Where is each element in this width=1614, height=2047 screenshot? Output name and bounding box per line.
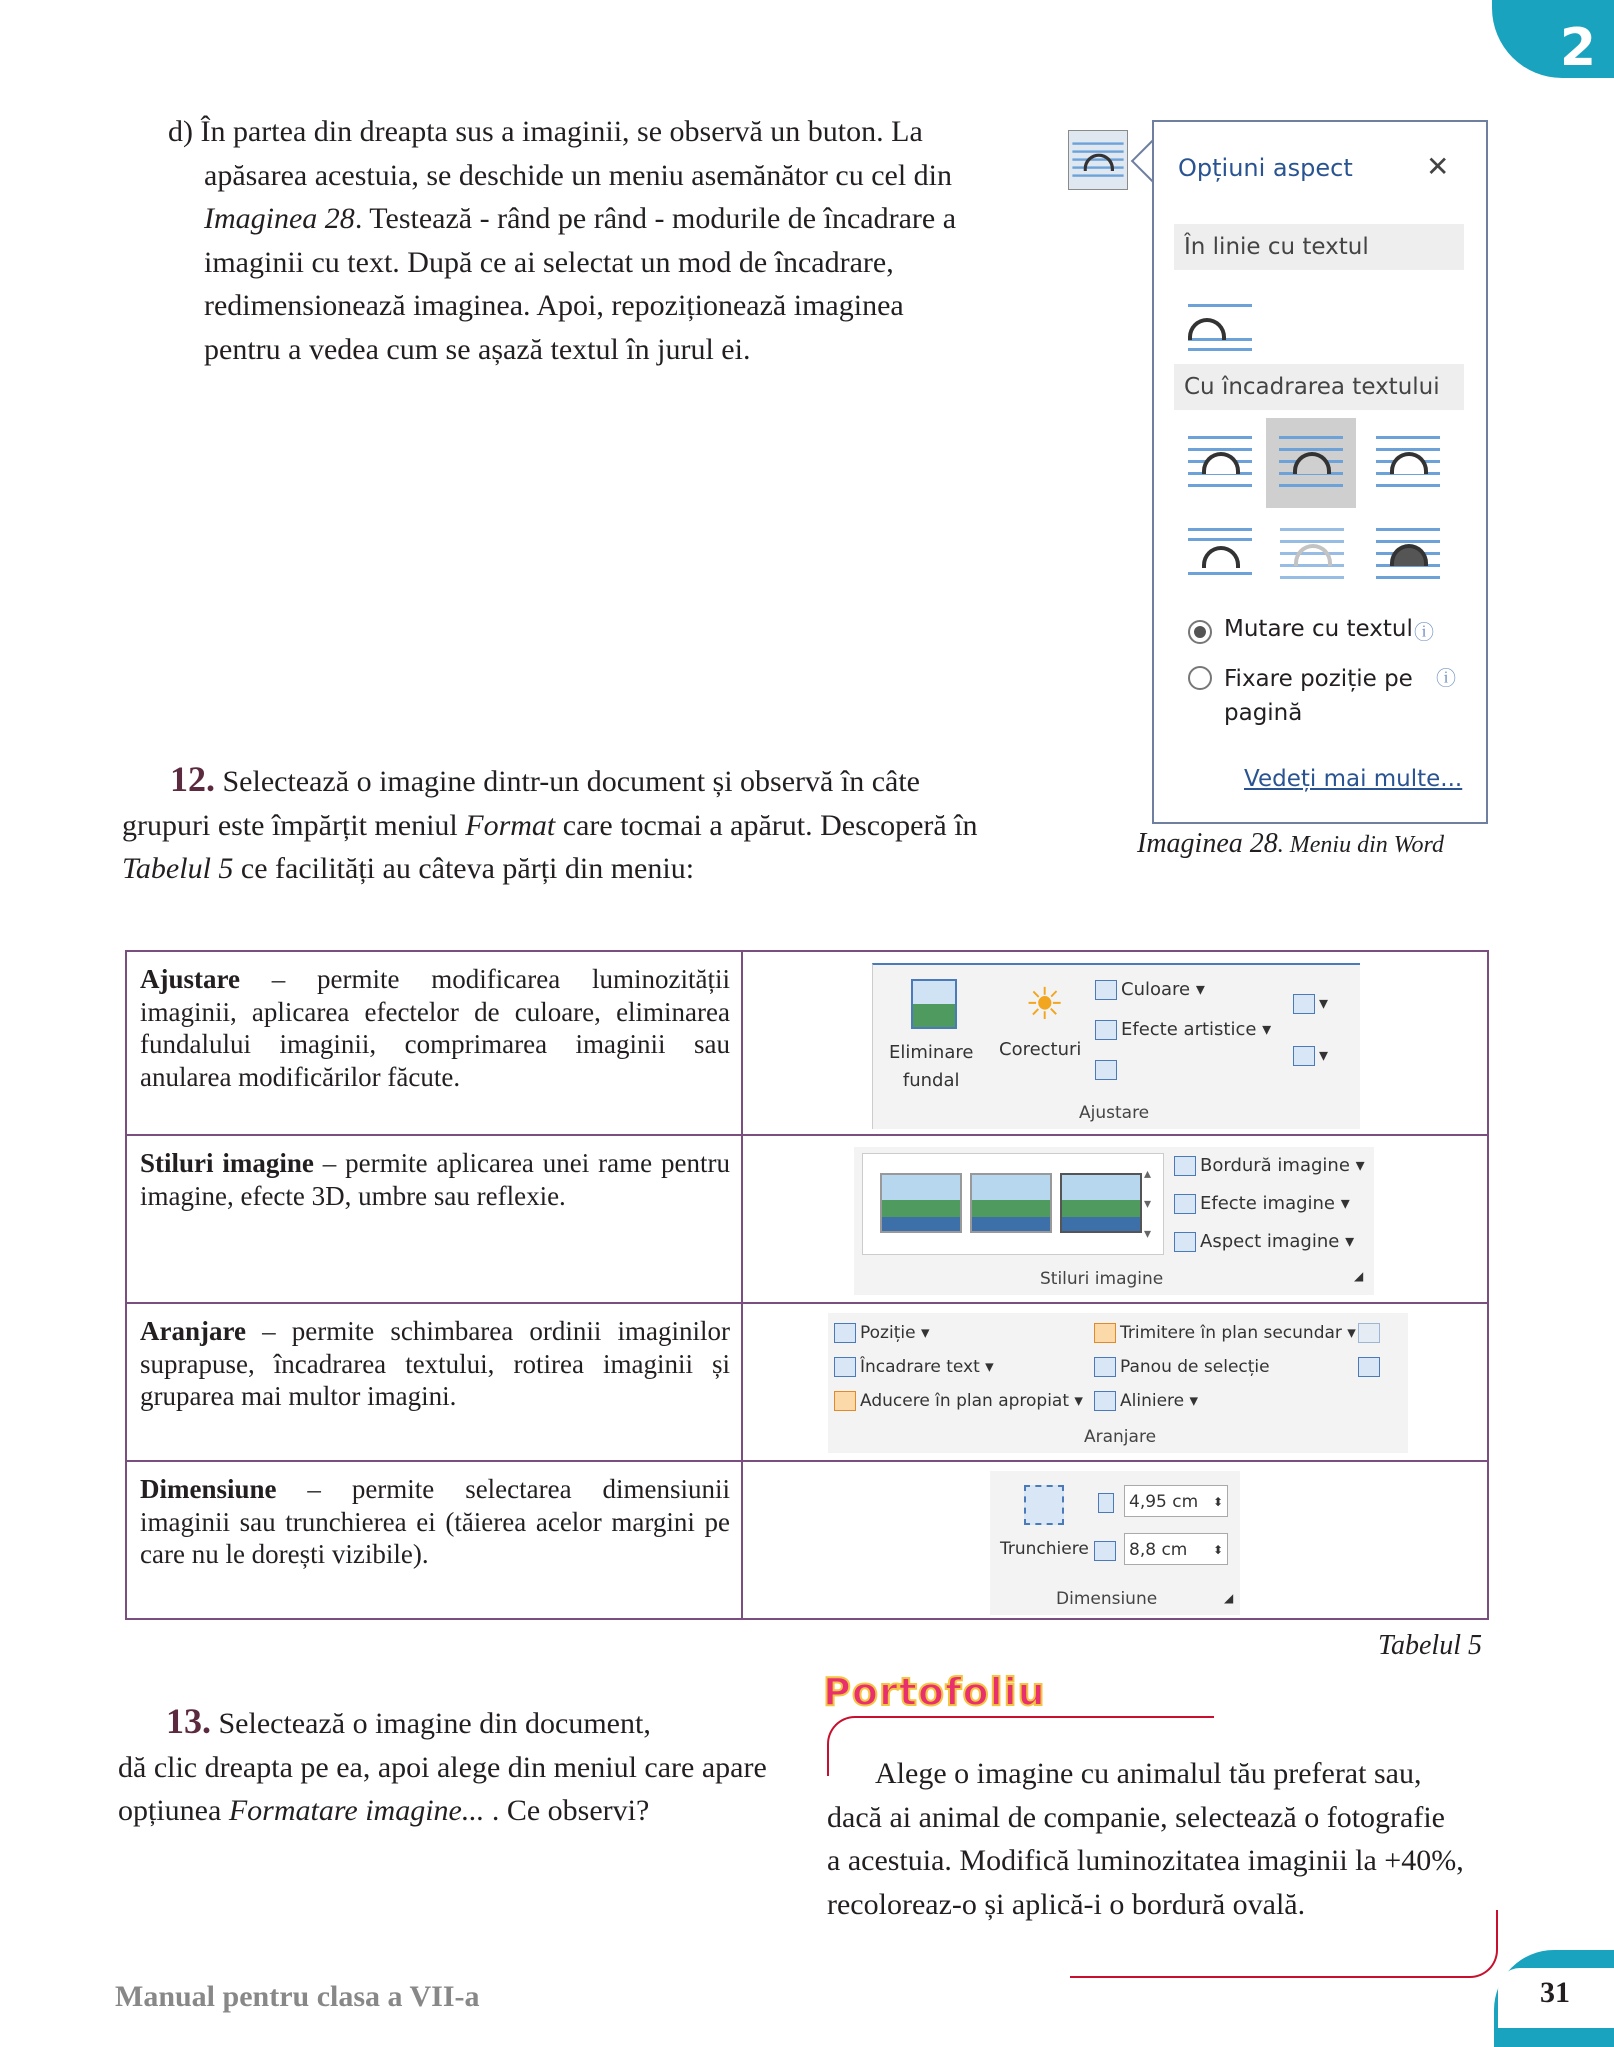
bring-forward-icon [834,1391,856,1411]
task-13: 13. Selectează o imagine din document, dă clic dreapta pe ea, apoi alege din meniul care apare opțiunea Formatare imagine... . Ce observi? [118,1701,767,1827]
reset-picture-icon[interactable]: ▾ [1293,1045,1328,1066]
position-button[interactable]: Poziție ▾ [834,1323,929,1343]
color-icon [1095,980,1117,1000]
crop-button[interactable]: Trunchiere [1000,1539,1089,1559]
style-thumb[interactable] [970,1173,1052,1233]
sun-icon: ☀ [1025,979,1065,1030]
corrections-button[interactable]: Corecturi [999,1039,1082,1060]
artistic-effects-icon [1095,1020,1117,1040]
move-with-text-label[interactable]: Mutare cu textul [1224,616,1413,642]
remove-background-button[interactable]: Eliminare fundal [889,1042,974,1091]
ribbon-size-group [990,1471,1240,1615]
move-with-text-radio[interactable] [1188,620,1212,644]
table-row: Stiluri imagine – permite aplicarea unei rame pentru imagine, efecte 3D, umbre sau reflexie. ▴ ▾ ▾ Bordură imagine ▾ Efecte imagine ▾ Aspect imagine ▾ Stiluri imagine ◢ [126,1135,1488,1303]
wrap-tight-selected[interactable] [1266,418,1356,508]
table-row: Ajustare – permite modificarea luminozității imaginii, aplicarea efectelor de culoare, eliminarea fundalului imaginii, comprimarea imaginii sau anularea modificărilor făcute. Eliminare fundal ☀ Corecturi Culoare ▾ Efecte artistice ▾ ▾ ▾ Ajustare [126,951,1488,1135]
style-thumb[interactable] [1060,1173,1142,1233]
see-more-link[interactable]: Vedeți mai multe... [1244,766,1463,792]
dialog-launcher-icon[interactable]: ◢ [1224,1591,1234,1605]
width-input[interactable]: 8,8 cm ⬍ [1124,1533,1228,1565]
bring-forward-button[interactable]: Aducere în plan apropiat ▾ [834,1391,1083,1411]
wrap-text-button[interactable]: Încadrare text ▾ [834,1357,994,1377]
close-icon[interactable]: ✕ [1426,150,1450,183]
dialog-launcher-icon[interactable]: ◢ [1354,1269,1364,1283]
inline-with-text-icon[interactable] [1188,294,1252,358]
selection-pane-button[interactable]: Panou de selecție [1094,1357,1270,1377]
table-row: Aranjare – permite schimbarea ordinii imaginilor suprapuse, încadrarea textului, rotirea imaginii și gruparea mai multor imagini. Poziție ▾ Încadrare text ▾ Aducere în plan apropiat ▾ Trimitere în plan secundar ▾ Panou de selecție Aliniere ▾ Aranjare [126,1303,1488,1461]
rotate-icon[interactable] [1358,1357,1384,1377]
fix-position-label[interactable]: Fixare poziție pe pagină [1224,666,1413,726]
picture-effects-icon [1174,1194,1196,1214]
wrap-square-icon [1072,134,1123,185]
info-table [125,950,1489,1620]
ribbon-adjust-group [872,963,1360,1129]
ribbon-arrange-group [828,1313,1408,1453]
picture-border-button[interactable]: Bordură imagine ▾ [1174,1155,1365,1176]
send-backward-button[interactable]: Trimitere în plan secundar ▾ [1094,1323,1356,1343]
send-backward-icon [1094,1323,1116,1343]
portfolio-title: Portofoliu [823,1670,1046,1714]
task-d: d) În partea din dreapta sus a imaginii, se observă un buton. La apăsarea acestuia, se deschide un meniu asemănător cu cel din Imaginea 28. Testează - rând pe rând - modurile de încadrare a imaginii cu text. După ce ai selectat un mod de încadrare, redimensionează imaginea. Apoi, repoziționează imaginea pentru a vedea cum se așază textul în jurul ei. [168,115,957,366]
task-12: 12. Selectează o imagine dintr-un document și observă în câte grupuri este împărțit meniul Format care tocmai a apărut. Descoperă în Tabelul 5 ce facilități au câteva părți din meniu: [122,759,978,885]
wrap-header: Cu încadrarea textului [1174,364,1464,410]
width-icon [1094,1541,1120,1561]
picture-effects-button[interactable]: Efecte imagine ▾ [1174,1193,1350,1214]
table-row: Dimensiune – permite selectarea dimensiunii imaginii sau trunchierea ei (tăierea acelor margini pe care nu le dorești vizibile). Trunchiere 4,95 cm ⬍ 8,8 cm ⬍ Dimensiune ◢ [126,1461,1488,1619]
in-front-of-text-icon[interactable] [1376,522,1440,586]
portfolio-text: Alege o imagine cu animalul tău preferat sau, dacă ai animal de companie, selectează o fotografie a acestuia. Modifică luminozitatea imaginii la +40%, recoloreaz-o și aplică-i o bordură ovală. [827,1757,1464,1921]
group-label: Stiluri imagine [1040,1269,1164,1289]
wrap-through-icon[interactable] [1376,430,1440,494]
group-label: Dimensiune [1056,1589,1158,1609]
group-label: Aranjare [1084,1427,1157,1447]
artistic-effects-button[interactable]: Efecte artistice ▾ [1095,1019,1271,1040]
color-button[interactable]: Culoare ▾ [1095,979,1205,1000]
position-icon [834,1323,856,1343]
layout-options-title: Opțiuni aspect [1178,154,1353,182]
fix-position-radio[interactable] [1188,666,1212,690]
inline-header: În linie cu textul [1174,224,1464,270]
picture-layout-icon [1174,1232,1196,1252]
footer-title: Manual pentru clasa a VII-a [115,1980,480,2013]
align-button[interactable]: Aliniere ▾ [1094,1391,1198,1411]
layout-options-panel [1152,120,1488,824]
height-icon [1098,1493,1118,1513]
figure-caption: Imaginea 28. Meniu din Word [1137,828,1444,859]
align-icon [1094,1391,1116,1411]
table-caption: Tabelul 5 [1378,1630,1482,1661]
wrap-top-bottom-icon[interactable] [1188,522,1252,586]
gallery-scroll[interactable]: ▴ ▾ ▾ [1144,1166,1152,1242]
info-icon[interactable]: ⓘ [1436,666,1456,690]
chapter-number: 2 [1559,18,1596,78]
group-label: Ajustare [1079,1103,1150,1123]
style-thumb[interactable] [880,1173,962,1233]
task-number: 12. [170,759,215,799]
behind-text-icon[interactable] [1280,522,1344,586]
height-input[interactable]: 4,95 cm ⬍ [1124,1485,1228,1517]
group-icon[interactable] [1358,1323,1384,1343]
picture-layout-button[interactable]: Aspect imagine ▾ [1174,1231,1354,1252]
task-number: 13. [166,1701,211,1741]
change-picture-icon[interactable]: ▾ [1293,993,1328,1014]
compress-icon[interactable] [1095,1059,1121,1080]
layout-options-button[interactable] [1068,130,1128,190]
picture-border-icon [1174,1156,1196,1176]
remove-background-icon [911,979,957,1029]
ribbon-styles-group [854,1147,1374,1295]
wrap-square-icon[interactable] [1188,430,1252,494]
crop-icon [1024,1485,1064,1525]
page-number: 31 [1540,1976,1570,2009]
wrap-text-icon [834,1357,856,1377]
info-icon[interactable]: ⓘ [1414,620,1434,644]
task-d-label: d) [168,115,193,148]
wrap-tight-icon [1279,430,1343,494]
selection-pane-icon [1094,1357,1116,1377]
